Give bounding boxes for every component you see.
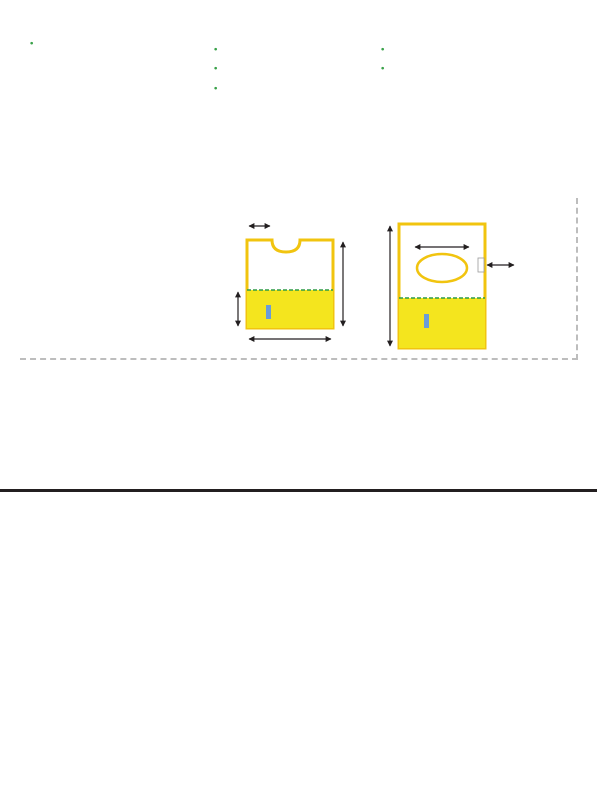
bullet-icon: • xyxy=(381,44,385,55)
bullet-icon: • xyxy=(30,38,34,49)
bib-2-giraffe-icon xyxy=(424,314,429,328)
velcro-patch xyxy=(478,258,484,272)
bullet-icon: • xyxy=(381,63,385,75)
bib-diagram-2 xyxy=(390,224,514,348)
bullet-icon: • xyxy=(214,63,218,75)
bib-2-neck-hole xyxy=(417,254,467,282)
section-divider xyxy=(0,489,597,492)
bib-1-giraffe-icon xyxy=(266,305,271,319)
bullet-icon: • xyxy=(214,44,218,55)
bib-2-yellow-band xyxy=(399,298,485,348)
bib-1-yellow-band xyxy=(247,290,333,328)
bullet-icon: • xyxy=(214,82,218,94)
bib-diagram-1 xyxy=(238,226,343,339)
